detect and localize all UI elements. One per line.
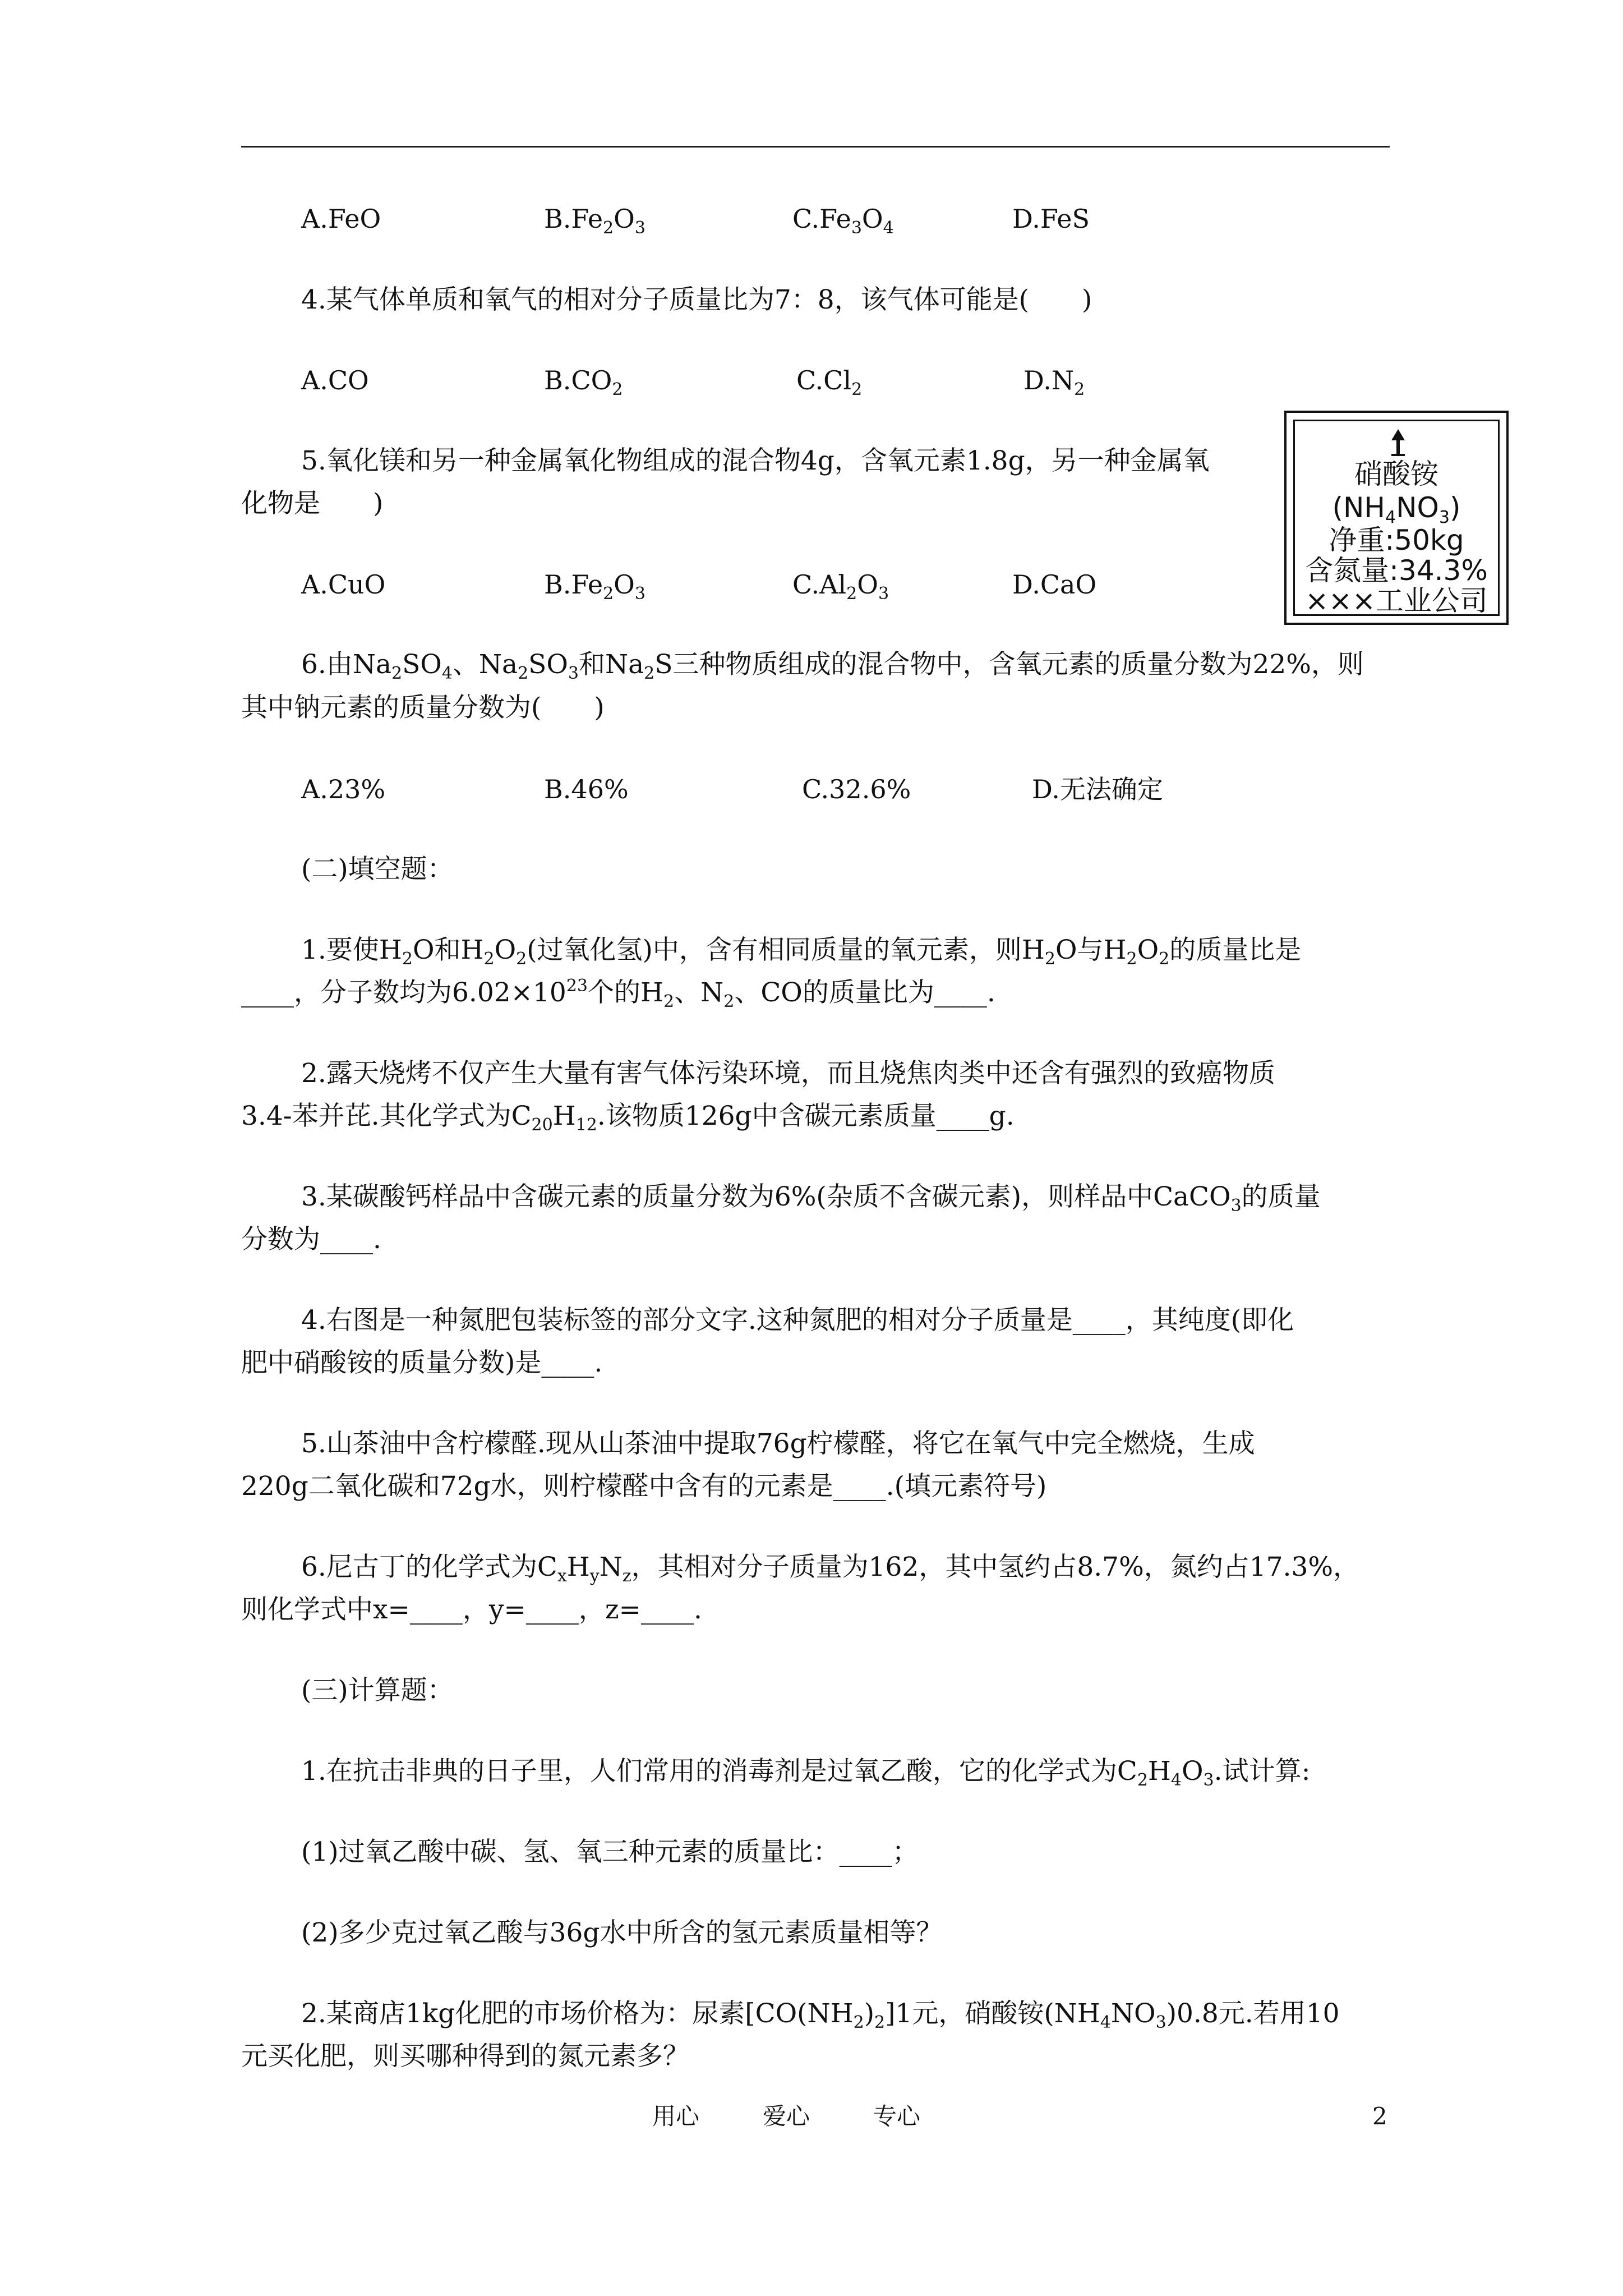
header-rule	[241, 146, 1390, 148]
q6-option-c: C.32.6%	[802, 774, 911, 804]
f4-line2: 肥中硝酸铵的质量分数)是____.	[241, 1347, 603, 1378]
page-number: 2	[1372, 2102, 1387, 2130]
q3-option-b: $B.Fe_2O_3$	[544, 204, 645, 238]
footer-word-2: 爱心	[763, 2102, 810, 2130]
footer-word-3: 专心	[873, 2102, 921, 2130]
f3-line1: 3.某碳酸钙样品中含碳元素的质量分数为6%(杂质不含碳元素)，则样品中CaCO$_3$的质量	[301, 1181, 1321, 1216]
q5-stem-line2: 化物是 )	[241, 488, 384, 519]
q6-stem-line2: 其中钠元素的质量分数为( )	[241, 692, 605, 723]
f6-line2: 则化学式中x=____，y=____，z=____.	[241, 1594, 702, 1625]
q5-option-a: A.CuO	[301, 569, 386, 600]
label-product-name: 硝酸铵	[1354, 458, 1438, 490]
q5-stem-line1: 5.氧化镁和另一种金属氧化物组成的混合物4g，含氧元素1.8g，另一种金属氧	[301, 445, 1210, 476]
q6-option-b: B.46%	[544, 774, 629, 804]
fertilizer-label	[1284, 411, 1509, 625]
q6-stem-line1: 6.由$Na_2SO_4$、$Na_2SO_3$和$Na_2S$三种物质组成的混合物中，含氧元素的质量分数为22%，则	[301, 649, 1364, 683]
fertilizer-label-frame	[1293, 420, 1500, 616]
c2-line2: 元买化肥，则买哪种得到的氮元素多？	[241, 2041, 689, 2072]
label-company: ×××工业公司	[1305, 585, 1488, 617]
label-nitrogen-content: 含氮量:34.3%	[1305, 554, 1488, 587]
q6-option-d: D.无法确定	[1032, 774, 1163, 804]
f1-line2: ____，分子数均为$6.02\times 10^{23}$个的$H_2$、$N_2$、CO的质量比为____.	[241, 976, 995, 1011]
f6-line1: 6.尼古丁的化学式为$C_xH_yN_z$，其相对分子质量为162，其中氢约占8.7%，氮约占17.3%，	[301, 1552, 1360, 1586]
c2-line1: 2.某商店1kg化肥的市场价格为：尿素$[CO(NH_2)_2]1$元，硝酸铵$(NH_4NO_3)0.8$元.若用10	[301, 1998, 1340, 2032]
f2-line2: 3.4-苯并芘.其化学式为$C_{20}H_{12}$.该物质126g中含碳元素质量____g.	[241, 1101, 1015, 1135]
q6-option-a: A.23%	[301, 774, 386, 804]
f3-line2: 分数为____.	[241, 1224, 381, 1255]
f5-line1: 5.山茶油中含柠檬醛.现从山茶油中提取76g柠檬醛，将它在氧气中完全燃烧，生成	[301, 1428, 1255, 1459]
c1-sub1: (1)过氧乙酸中碳、氢、氧三种元素的质量比：____；	[301, 1837, 919, 1867]
q3-option-c: $C.Fe_3O_4$	[792, 204, 894, 238]
section-fill-in-title: (二)填空题：	[301, 854, 454, 885]
f1-line1: 1.要使$H_2O$和$H_2O_2$(过氧化氢)中，含有相同质量的氧元素，则$H_2O$与$H_2O_2$的质量比是	[301, 935, 1302, 969]
label-net-weight: 净重:50kg	[1329, 524, 1464, 556]
q5-option-d: D.CaO	[1012, 569, 1097, 600]
q4-option-b: $B.CO_2$	[544, 365, 623, 399]
up-arrow-icon	[1391, 429, 1405, 457]
q5-option-c: $C.Al_2O_3$	[792, 569, 889, 604]
f4-line1: 4.右图是一种氮肥包装标签的部分文字.这种氮肥的相对分子质量是____，其纯度(即化	[301, 1305, 1294, 1336]
q3-option-d: D.FeS	[1012, 204, 1090, 234]
f5-line2: 220g二氧化碳和72g水，则柠檬醛中含有的元素是____.(填元素符号)	[241, 1471, 1047, 1502]
q3-option-a: A.FeO	[301, 204, 381, 234]
c1-line1: 1.在抗击非典的日子里，人们常用的消毒剂是过氧乙酸，它的化学式为$C_2H_4O_3$.试计算:	[301, 1756, 1311, 1790]
q5-option-b: $B.Fe_2O_3$	[544, 569, 645, 604]
q4-option-d: $D.N_2$	[1023, 365, 1085, 399]
label-formula: $(NH_4NO_3)$	[1332, 491, 1461, 527]
q4-option-c: $C.Cl_2$	[796, 365, 863, 399]
section-calculation-title: (三)计算题：	[301, 1675, 454, 1706]
q4-option-a: A.CO	[301, 365, 369, 395]
f2-line1: 2.露天烧烤不仅产生大量有害气体污染环境，而且烧焦肉类中还含有强烈的致癌物质	[301, 1058, 1275, 1089]
c1-sub2: (2)多少克过氧乙酸与36g水中所含的氢元素质量相等？	[301, 1917, 943, 1948]
q4-stem: 4.某气体单质和氧气的相对分子质量比为7：8，该气体可能是( )	[301, 284, 1092, 315]
footer-word-1: 用心	[652, 2102, 700, 2130]
